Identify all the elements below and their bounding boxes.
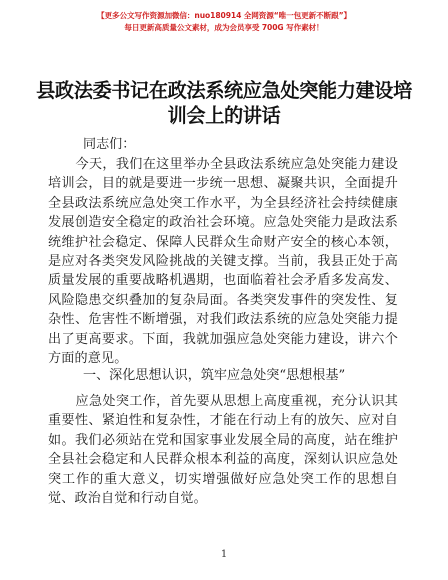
intro-paragraph: 今天，我们在这里举办全县政法系统应急处突能力建设培训会，目的就是要进一步统一思想、凝聚共识，全面提升全县政法系统应急处突工作水平，为全县经济社会持续健康发展创造安全稳定的政治社会环境。应急处突能力是政法系统维护社会稳定、保障人民群众生命财产安全的核心本领，是应对各类突发风险挑战的关键支撑。当前，我县正处于高质量发展的重要战略机遇期，也面临着社会矛盾多发高发、风险隐患交织叠加的复杂局面。各类突发事件的突发性、复杂性、危害性不断增强，对我们政法系统的应急处突能力提出了更高要求。下面，我就加强应急处突能力建设，讲六个方面的意见。 [48, 157, 398, 367]
section-1-paragraph-block [48, 392, 398, 508]
salutation: 同志们： [83, 137, 136, 152]
document-title-line-2: 训会上的讲话 [167, 104, 281, 127]
document-title-line-1: 县政法委书记在政法系统应急处突能力建设培 [36, 79, 412, 102]
promo-banner-line-2: 每日更新高质量公文素材，成为会员享受 700G 写作素材！ [124, 23, 324, 32]
section-heading-1: 一、深化思想认识，筑牢应急处突“思想根基” [83, 368, 346, 383]
promo-banner-line-1: 【更多公文写作资源加微信：nuo180914 全网资源“唯一包更新不断跟”】 [97, 11, 351, 20]
intro-paragraph-block [48, 155, 398, 368]
section-1-paragraph: 应急处突工作，首先要从思想上高度重视，充分认识其重要性、紧迫性和复杂性，才能在行动上有的放矢、应对自如。我们必须站在党和国家事业发展全局的高度，站在维护全县社会稳定和人民群众根本利益的高度，深刻认识应急处突工作的重大意义，切实增强做好应急处突工作的思想自觉、政治自觉和行动自觉。 [48, 394, 398, 507]
page-number: 1 [220, 549, 228, 560]
